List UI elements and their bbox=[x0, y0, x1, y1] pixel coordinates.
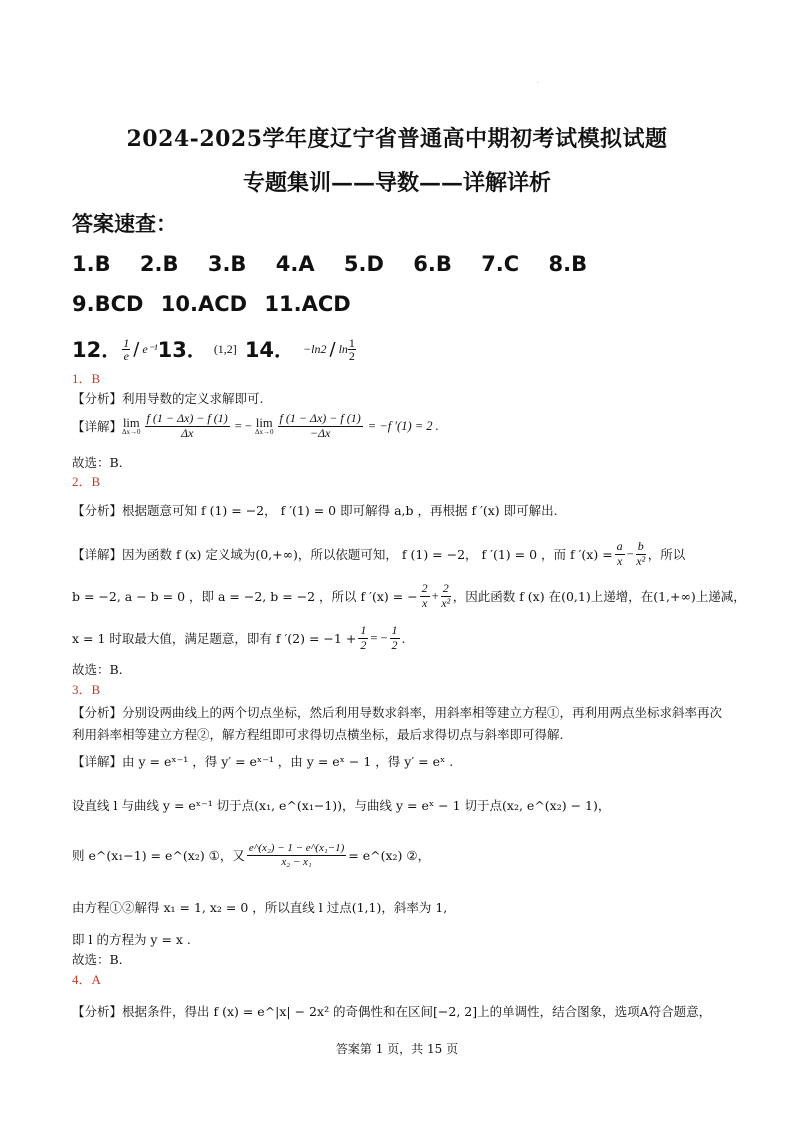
page-subtitle: 专题集训——导数——详解详析 bbox=[242, 170, 551, 196]
q2-detail2b: ，因此函数 f (x) 在(0,1)上递增，在(1,+∞)上递减， bbox=[452, 588, 746, 604]
q2-detail-line-1 bbox=[72, 540, 732, 569]
q3-detail: 【详解】由 y = eˣ⁻¹ ，得 y′ = eˣ⁻¹ ，由 y = eˣ − 1 ，得 y′ = eˣ . bbox=[72, 754, 454, 769]
q1-tail: = −f ′(1) = 2 . bbox=[367, 418, 439, 433]
q2-eq-minus: = − bbox=[370, 630, 388, 645]
answer-14-alt-pre: ln bbox=[338, 341, 348, 356]
q2-detail1b: ，所以 bbox=[647, 546, 686, 562]
q2-choice: 故选：B. bbox=[72, 662, 123, 677]
q3-line-5: 即 l 的方程为 y = x . bbox=[72, 932, 191, 947]
q3-line-3 bbox=[72, 842, 732, 868]
q1-limit-2 bbox=[255, 417, 274, 437]
q3-frac-num: e^(x₂) − 1 − e^(x₁−1) bbox=[248, 842, 345, 854]
answer-11: 11.ACD bbox=[264, 292, 351, 316]
q2-frac-b: b bbox=[637, 539, 644, 553]
answer-12-label: 12． bbox=[72, 338, 123, 362]
answer-6: 6.B bbox=[413, 252, 452, 276]
q2-analysis: 【分析】根据题意可知 f (1) = −2， f ′(1) = 0 即可解得 a,b ，再根据 f ′(x) 即可解出. bbox=[72, 503, 558, 518]
answer-14-alt-fraction bbox=[348, 337, 356, 362]
answer-12-fraction bbox=[122, 337, 130, 362]
q3-fraction bbox=[247, 842, 346, 868]
quick-answers-heading: 答案速查： bbox=[72, 212, 177, 236]
q2-frac-2den-a: 2 bbox=[360, 637, 367, 652]
q3-line3a: 则 e^(x₁−1) = e^(x₂) ①，又 bbox=[72, 847, 245, 863]
q4-number: 4．A bbox=[72, 972, 101, 987]
q2-detail1a: 【详解】因为函数 f (x) 定义域为(0,+∞)，所以依题可知， f (1) = −2， f ′(1) = 0 ，而 f ′(x) = bbox=[72, 546, 613, 562]
quick-answers-row-2 bbox=[72, 292, 361, 316]
answer-14-value: −ln2 bbox=[303, 341, 327, 356]
q4-analysis: 【分析】根据条件，得出 f (x) = e^|x| − 2x² 的奇偶性和在区间[−2, 2]上的单调性，结合图象，选项A符合题意， bbox=[72, 1004, 712, 1019]
q1-choice: 故选：B. bbox=[72, 455, 123, 470]
answer-14-label: 14． bbox=[244, 338, 296, 362]
quick-answers-row-3 bbox=[72, 334, 356, 364]
q2-frac-1-2b bbox=[390, 624, 400, 653]
q2-frac-2-x bbox=[420, 582, 430, 611]
q2-frac-1a: 1 bbox=[360, 623, 367, 637]
q1-lim-text: lim bbox=[122, 415, 140, 430]
answer-10: 10.ACD bbox=[160, 292, 248, 316]
q1-number: 1．B bbox=[72, 371, 101, 386]
answer-3: 3.B bbox=[207, 252, 247, 276]
q2-frac-b-x2 bbox=[636, 540, 646, 569]
q1-detail-label: 【详解】 bbox=[72, 418, 123, 434]
answer-9: 9.BCD bbox=[72, 292, 144, 316]
q3-number: 3．B bbox=[72, 682, 101, 697]
answer-12-alt: e⁻¹ bbox=[142, 341, 158, 356]
q1-detail bbox=[72, 412, 732, 441]
q2-detail3a: x = 1 时取最大值，满足题意，即有 f ′(2) = −1 + bbox=[72, 630, 357, 646]
q2-frac-1b: 1 bbox=[391, 623, 398, 637]
q1-frac2-num: f (1 − Δx) − f (1) bbox=[279, 411, 361, 425]
q2-frac-x: x bbox=[617, 553, 623, 568]
answer-14-alt-den: 2 bbox=[348, 348, 355, 363]
answer-5: 5.D bbox=[343, 252, 384, 276]
q3-line3b: = e^(x₂) ②， bbox=[348, 847, 431, 863]
q2-frac-1-2a bbox=[358, 624, 368, 653]
q3-line-2: 设直线 l 与曲线 y = eˣ⁻¹ 切于点(x₁, e^(x₁−1))，与曲线 y = eˣ − 1 切于点(x₂, e^(x₂) − 1)， bbox=[72, 798, 611, 813]
q3-frac-den: x₂ − x₁ bbox=[281, 855, 312, 868]
q1-limit-1 bbox=[122, 417, 141, 437]
q3-line-4: 由方程①②解得 x₁ = 1, x₂ = 0 ，所以直线 l 过点(1,1)，斜率为 1, bbox=[72, 900, 448, 915]
answer-4: 4.A bbox=[275, 252, 315, 276]
q3-choice: 故选：B. bbox=[72, 952, 123, 967]
q1-frac2-den: −Δx bbox=[309, 425, 331, 440]
q1-analysis: 【分析】利用导数的定义求解即可. bbox=[72, 391, 264, 406]
answer-12-slash: / bbox=[133, 338, 140, 360]
q2-minus: − bbox=[626, 546, 634, 561]
q1-lim-sub: Δx→0 bbox=[122, 428, 141, 437]
scan-dot: · bbox=[537, 80, 539, 87]
answer-1: 1.B bbox=[72, 252, 111, 276]
q1-lim2-sub: Δx→0 bbox=[254, 428, 274, 437]
q1-mid: = − bbox=[234, 418, 252, 433]
page-title: 2024-2025学年度辽宁省普通高中期初考试模拟试题 bbox=[126, 126, 668, 152]
q2-frac-2b: 2 bbox=[442, 581, 449, 595]
q2-frac-x2: x² bbox=[636, 553, 646, 568]
q1-lim2-text: lim bbox=[255, 415, 273, 430]
answer-13-label: 13． bbox=[157, 338, 208, 362]
answer-8: 8.B bbox=[548, 252, 588, 276]
q2-number: 2．B bbox=[72, 474, 101, 489]
q2-frac-2den-b: 2 bbox=[391, 637, 398, 652]
q2-frac-2a: 2 bbox=[421, 581, 428, 595]
answer-14-slash: / bbox=[329, 338, 336, 360]
answer-12-num: 1 bbox=[123, 335, 130, 350]
q2-frac-a: a bbox=[616, 539, 623, 553]
answer-14-alt-num: 1 bbox=[348, 335, 355, 350]
page-footer: 答案第 1 页，共 15 页 bbox=[335, 1042, 459, 1056]
q2-frac-a-x bbox=[615, 540, 625, 569]
q2-frac-x2b: x² bbox=[441, 595, 451, 610]
q1-fraction-1 bbox=[145, 412, 230, 441]
q1-frac1-num: f (1 − Δx) − f (1) bbox=[146, 411, 228, 425]
q3-analysis: 【分析】分别设两曲线上的两个切点坐标，然后利用导数求斜率，用斜率相等建立方程①，再利用两点坐标求斜率再次利用斜率相等建立方程②，解方程组即可求得切点横坐标，最后求得切点与斜率即可得解. bbox=[72, 705, 723, 742]
answer-13-value: (1,2] bbox=[213, 341, 237, 356]
q2-detail-line-2 bbox=[72, 581, 746, 611]
quick-answers-row-1 bbox=[72, 252, 609, 276]
answer-7: 7.C bbox=[481, 252, 520, 276]
q1-frac1-den: Δx bbox=[180, 425, 194, 440]
q2-detail-line-3 bbox=[72, 624, 732, 653]
q1-fraction-2 bbox=[278, 412, 363, 441]
answer-12-den: e bbox=[123, 348, 129, 363]
q2-detail2a: b = −2, a − b = 0 ，即 a = −2, b = −2 ，所以 f ′(x) = − bbox=[72, 588, 418, 604]
q2-plus: + bbox=[431, 588, 439, 603]
q2-frac-xa: x bbox=[422, 595, 428, 610]
answer-2: 2.B bbox=[139, 252, 179, 276]
q2-frac-2-x2 bbox=[441, 582, 451, 611]
q2-detail3b: . bbox=[401, 630, 406, 646]
